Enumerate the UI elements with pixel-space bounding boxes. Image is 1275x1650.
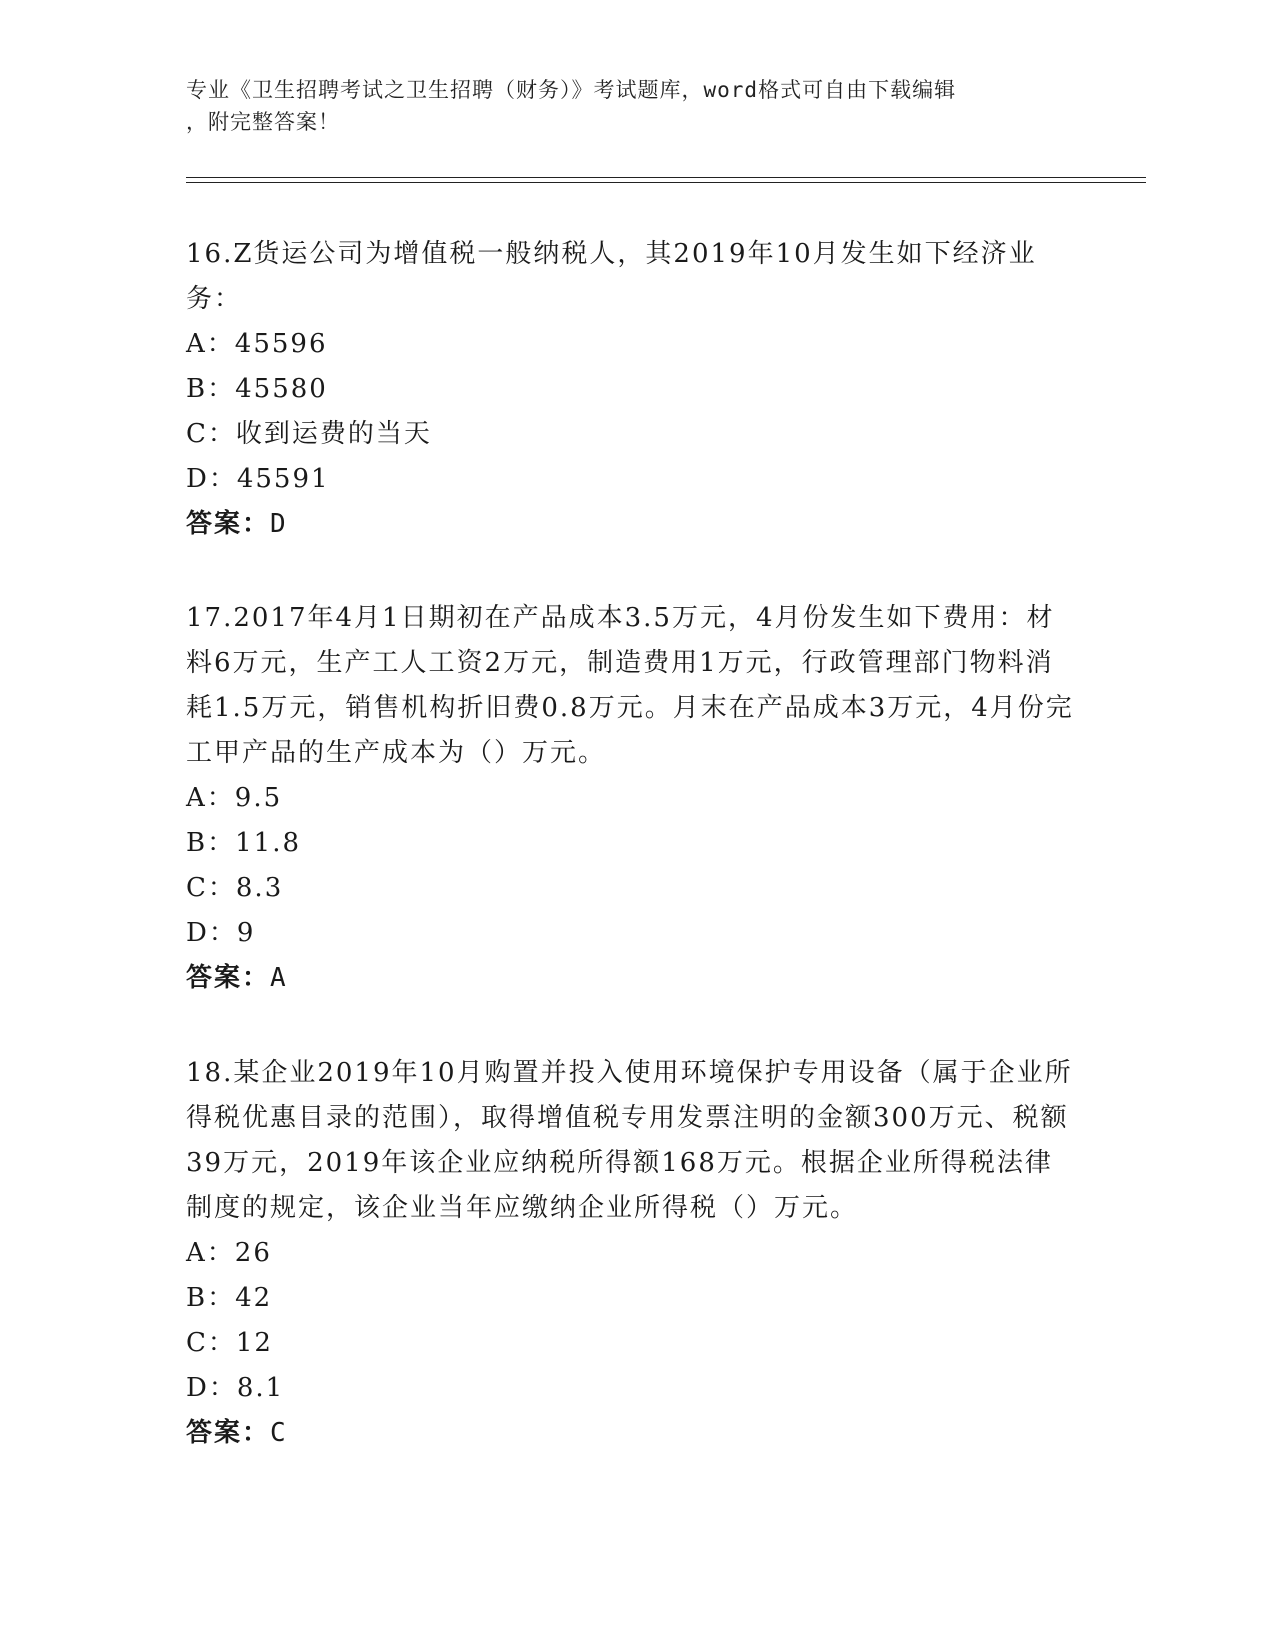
header-line-2: ，附完整答案！: [186, 110, 340, 134]
answer: [186, 1411, 1076, 1456]
option-d: D：45591: [186, 464, 330, 494]
answer-label: 答案：: [186, 1418, 271, 1448]
answer-value: D: [270, 509, 288, 539]
option-d: D：9: [186, 918, 256, 948]
option-c: C：12: [186, 1328, 273, 1358]
header-divider-top: [186, 177, 1146, 178]
question-18: [186, 1051, 1076, 1456]
option-d: D：8.1: [186, 1373, 285, 1403]
answer: [186, 956, 1076, 1001]
option-a: A：45596: [186, 329, 328, 359]
document-header: [186, 74, 1066, 138]
option-c: C：收到运费的当天: [186, 419, 432, 449]
option-b: B：11.8: [186, 828, 301, 858]
question-16: [186, 232, 1076, 547]
option-b: B：45580: [186, 374, 328, 404]
answer-value: C: [270, 1418, 288, 1448]
option-a: A：9.5: [186, 783, 283, 813]
answer-label: 答案：: [186, 963, 271, 993]
question-17: [186, 596, 1076, 1001]
header-divider-bottom: [186, 182, 1146, 183]
question-stem: 17.2017年4月1日期初在产品成本3.5万元，4月份发生如下费用：材料6万元，生产工人工资2万元，制造费用1万元，行政管理部门物料消耗1.5万元，销售机构折旧费0.8万元。月末在产品成本3万元，4月份完工甲产品的生产成本为（）万元。: [186, 603, 1074, 768]
question-stem: 16.Z货运公司为增值税一般纳税人，其2019年10月发生如下经济业务：: [186, 239, 1037, 314]
option-a: A：26: [186, 1238, 272, 1268]
option-c: C：8.3: [186, 873, 284, 903]
question-stem: 18.某企业2019年10月购置并投入使用环境保护专用设备（属于企业所得税优惠目录的范围），取得增值税专用发票注明的金额300万元、税额39万元，2019年该企业应纳税所得额168万元。根据企业所得税法律制度的规定，该企业当年应缴纳企业所得税（）万元。: [186, 1058, 1073, 1223]
answer-label: 答案：: [186, 509, 271, 539]
answer: [186, 502, 1076, 547]
answer-value: A: [270, 963, 288, 993]
header-line-1: 专业《卫生招聘考试之卫生招聘（财务）》考试题库，word格式可自由下载编辑: [186, 78, 957, 102]
option-b: B：42: [186, 1283, 273, 1313]
